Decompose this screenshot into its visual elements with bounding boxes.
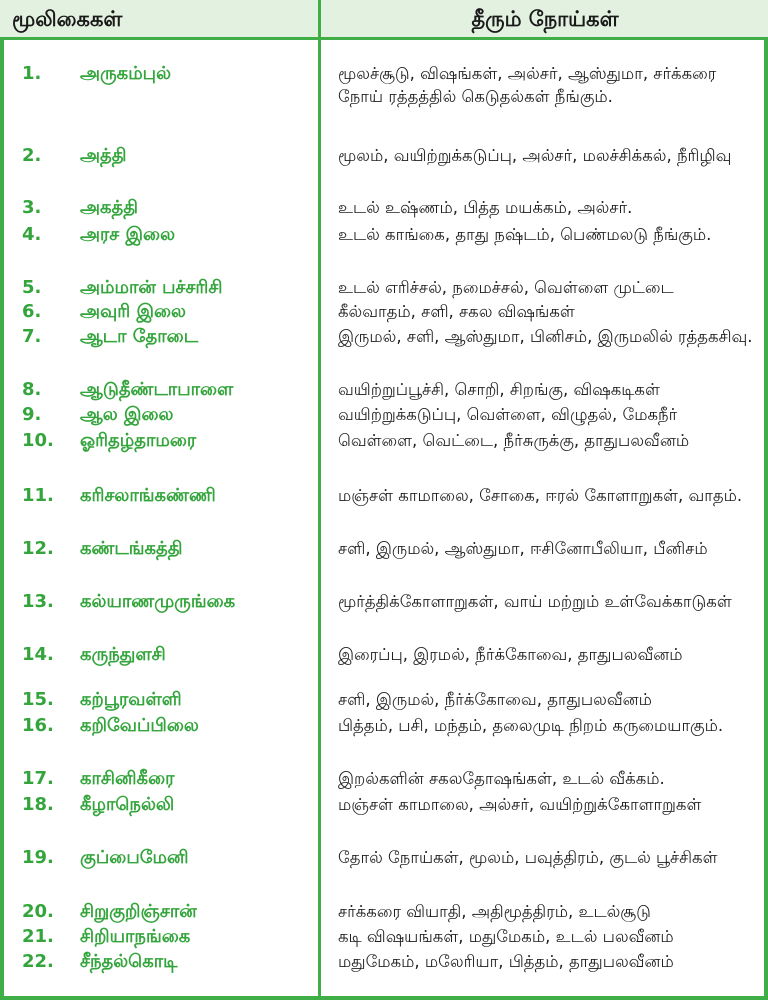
row-number: 3. xyxy=(22,197,42,218)
row-number: 1. xyxy=(22,63,42,84)
herb-name: கீழாநெல்லி xyxy=(80,794,175,815)
disease-list: வெள்ளை, வெட்டை, நீர்சுருக்கு, தாதுபலவீனம் xyxy=(338,431,690,450)
disease-list: இரைப்பு, இரமல், நீர்க்கோவை, தாதுபலவீனம் xyxy=(338,645,683,664)
row-number: 16. xyxy=(22,715,54,736)
disease-list: தோல் நோய்கள், மூலம், பவுத்திரம், குடல் பூச்சிகள் xyxy=(338,848,718,867)
row-number: 20. xyxy=(22,901,54,922)
row-number: 6. xyxy=(22,301,42,322)
disease-list: பித்தம், பசி, மந்தம், தலைமுடி நிறம் கருமையாகும். xyxy=(338,716,724,735)
row-number: 22. xyxy=(22,951,54,972)
disease-list: இறல்களின் சகலதோஷங்கள், உடல் வீக்கம். xyxy=(338,769,665,788)
herb-name: கறிவேப்பிலை xyxy=(80,715,199,736)
herb-name: அகத்தி xyxy=(80,197,138,218)
herb-name: அரச இலை xyxy=(80,224,176,245)
disease-list: இருமல், சளி, ஆஸ்துமா, பினிசம், இருமலில் ரத்தகசிவு. xyxy=(338,327,753,346)
herb-name: அருகம்புல் xyxy=(80,63,172,84)
herb-name: கண்டங்கத்தி xyxy=(80,538,183,559)
herb-name: அவுரி இலை xyxy=(80,301,186,322)
herb-name: அம்மான் பச்சரிசி xyxy=(80,277,223,298)
herb-name: கற்பூரவள்ளி xyxy=(80,689,182,710)
disease-list: உடல் எரிச்சல், நமைச்சல், வெள்ளை முட்டை xyxy=(338,278,674,297)
disease-list: வயிற்றுப்பூச்சி, சொறி, சிறங்கு, விஷகடிகள் xyxy=(338,380,660,399)
row-number: 11. xyxy=(22,485,54,506)
column-divider xyxy=(318,0,321,1000)
herb-name: அத்தி xyxy=(80,145,127,166)
row-number: 4. xyxy=(22,224,42,245)
row-number: 12. xyxy=(22,538,54,559)
herb-name: காசினிகீரை xyxy=(80,768,175,789)
table-header xyxy=(0,0,768,40)
disease-list: கடி விஷயங்கள், மதுமேகம், உடல் பலவீனம் xyxy=(338,927,674,946)
herb-name: ஓரிதழ்தாமரை xyxy=(80,430,197,451)
herb-name: ஆல இலை xyxy=(80,404,174,425)
disease-list: சளி, இருமல், நீர்க்கோவை, தாதுபலவீனம் xyxy=(338,690,652,709)
disease-list: மூலம், வயிற்றுக்கடுப்பு, அல்சர், மலச்சிக்கல், நீரிழிவு xyxy=(338,146,732,165)
row-number: 13. xyxy=(22,591,54,612)
disease-list: உடல் உஷ்ணம், பித்த மயக்கம், அல்சர். xyxy=(338,198,633,217)
row-number: 21. xyxy=(22,926,54,947)
herb-name: சீந்தல்கொடி xyxy=(80,951,178,972)
herb-name: ஆடுதீண்டாபாளை xyxy=(80,379,234,400)
herb-name: குப்பைமேனி xyxy=(80,847,189,868)
disease-list: வயிற்றுக்கடுப்பு, வெள்ளை, விழுதல், மேகநீர் xyxy=(338,405,678,424)
disease-list: மஞ்சள் காமாலை, சோகை, ஈரல் கோளாறுகள், வாதம். xyxy=(338,486,743,505)
disease-list: கீல்வாதம், சளி, சகல விஷங்கள் xyxy=(338,302,575,321)
disease-list: மஞ்சள் காமாலை, அல்சர், வயிற்றுக்கோளாறுகள் xyxy=(338,795,702,814)
disease-list: சளி, இருமல், ஆஸ்துமா, ஈசினோபீலியா, பீனிசம் xyxy=(338,539,708,558)
herb-name: சிறியாநங்கை xyxy=(80,926,191,947)
disease-list: சர்க்கரை வியாதி, அதிமூத்திரம், உடல்சூடு xyxy=(338,902,651,921)
disease-list: உடல் காங்கை, தாது நஷ்டம், பெண்மலடு நீங்கும். xyxy=(338,225,712,244)
herb-name: சிறுகுறிஞ்சான் xyxy=(80,901,197,922)
row-number: 10. xyxy=(22,430,54,451)
header-diseases: தீரும் நோய்கள் xyxy=(471,7,619,31)
disease-list: மதுமேகம், மலேரியா, பித்தம், தாதுபலவீனம் xyxy=(338,952,674,971)
herb-name: கல்யாணமுருங்கை xyxy=(80,591,236,612)
row-number: 9. xyxy=(22,404,42,425)
disease-list: மூலச்சூடு, விஷங்கள், அல்சர், ஆஸ்துமா, சர்க்கரை நோய் ரத்தத்தில் கெடுதல்கள் நீங்கும். xyxy=(338,64,717,106)
row-number: 2. xyxy=(22,145,42,166)
header-herbs: மூலிகைகள் xyxy=(12,7,123,31)
disease-list: மூர்த்திக்கோளாறுகள், வாய் மற்றும் உள்வேக்காடுகள் xyxy=(338,592,732,611)
herb-name: கருந்துளசி xyxy=(80,644,166,665)
row-number: 18. xyxy=(22,794,54,815)
herb-name: கரிசலாங்கண்ணி xyxy=(80,485,216,506)
herb-name: ஆடா தோடை xyxy=(80,326,199,347)
row-number: 7. xyxy=(22,326,42,347)
row-number: 19. xyxy=(22,847,54,868)
row-number: 8. xyxy=(22,379,42,400)
row-number: 15. xyxy=(22,689,54,710)
row-number: 5. xyxy=(22,277,42,298)
row-number: 14. xyxy=(22,644,54,665)
row-number: 17. xyxy=(22,768,54,789)
